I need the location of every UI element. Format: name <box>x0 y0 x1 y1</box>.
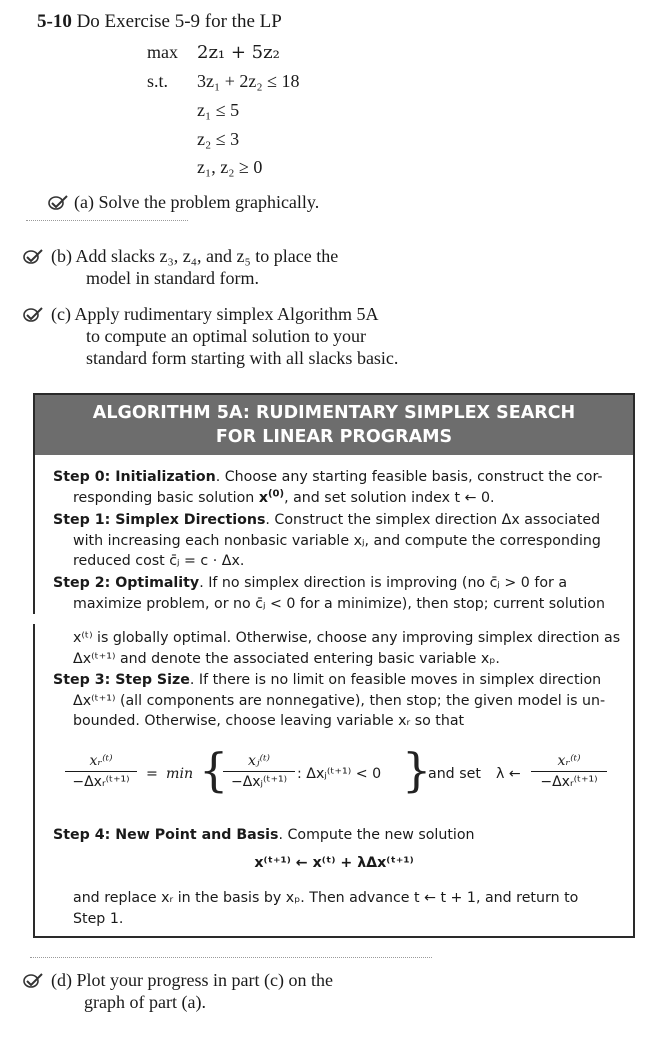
lp-nonnegativity: z₁, z₂ ≥ 0 <box>197 157 263 177</box>
lp-constraint-3: z₂ ≤ 3 <box>197 129 240 149</box>
step-0-name: Step 0: Initialization <box>53 469 216 485</box>
step-1-line2: with increasing each nonbasic variable xⱼ, and compute the corresponding <box>73 532 601 549</box>
ratio-middle <box>223 753 295 790</box>
lambda-assign: λ ← <box>496 766 521 782</box>
step-3-name: Step 3: Step Size <box>53 672 190 688</box>
ratio-rhs-denominator: −Δxᵣ⁽ᵗ⁺¹⁾ <box>531 771 607 790</box>
left-brace: { <box>199 743 229 797</box>
ratio-condition: : Δxⱼ⁽ᵗ⁺¹⁾ < 0 <box>297 766 382 782</box>
and-set-text: and set <box>428 766 481 782</box>
part-b-line2: model in standard form. <box>86 268 259 288</box>
step-2-line2: maximize problem, or no c̄ⱼ < 0 for a minimize), then stop; current solution <box>73 595 605 612</box>
part-a <box>74 191 319 213</box>
part-a-text: Solve the problem graphically. <box>98 192 320 212</box>
part-c-label: (c) <box>51 304 71 324</box>
step-1 <box>53 510 601 572</box>
step-3 <box>53 670 605 732</box>
step-4-continued <box>73 888 578 929</box>
part-b-line1: Add slacks z₃, z₄, and z₅ to place the <box>75 246 339 266</box>
step-4-line1: . Compute the new solution <box>278 827 475 843</box>
part-a-label: (a) <box>74 192 94 212</box>
dotted-divider <box>26 220 188 221</box>
right-brace: } <box>402 743 432 797</box>
part-d-label: (d) <box>51 970 72 990</box>
exercise-intro: Do Exercise 5-9 for the LP <box>76 11 282 32</box>
algorithm-title-line1: ALGORITHM 5A: RUDIMENTARY SIMPLEX SEARCH <box>92 403 576 423</box>
step-2-line4: Δx⁽ᵗ⁺¹⁾ and denote the associated entering basic variable xₚ. <box>73 650 500 667</box>
algorithm-title <box>35 395 633 455</box>
ratio-lhs-denominator: −Δxᵣ⁽ᵗ⁺¹⁾ <box>65 771 137 790</box>
step-2-name: Step 2: Optimality <box>53 575 200 591</box>
part-c <box>51 303 431 369</box>
update-equation: x⁽ᵗ⁺¹⁾ ← x⁽ᵗ⁾ + λΔx⁽ᵗ⁺¹⁾ <box>254 855 414 871</box>
equals-sign: = <box>146 766 158 782</box>
algorithm-title-line2: FOR LINEAR PROGRAMS <box>215 427 453 447</box>
ratio-lhs-numerator: xᵣ⁽ᵗ⁾ <box>89 753 113 769</box>
step-4-line2: and replace xᵣ in the basis by xₚ. Then advance t ← t + 1, and return to <box>73 890 579 906</box>
ratio-rhs-numerator: xᵣ⁽ᵗ⁾ <box>557 753 581 769</box>
algorithm-box <box>33 393 635 938</box>
step-0-line2b: , and set solution index t ← 0. <box>284 489 495 506</box>
lp-constraint-1: 3z₁ + 2z₂ ≤ 18 <box>197 71 300 91</box>
step-0 <box>53 467 603 508</box>
ratio-middle-numerator: xⱼ⁽ᵗ⁾ <box>248 753 270 769</box>
lp-max-label: max <box>147 42 178 62</box>
checkmark-icon <box>23 307 43 323</box>
part-b-label: (b) <box>51 246 72 266</box>
step-3-line1: . If there is no limit on feasible moves in simplex direction <box>189 672 602 688</box>
step-1-line1: . Construct the simplex direction Δx associated <box>265 512 601 528</box>
step-0-line2a: responding basic solution <box>73 489 259 506</box>
part-c-line1: Apply rudimentary simplex Algorithm 5A <box>74 304 379 324</box>
step-4-line3: Step 1. <box>73 910 124 927</box>
part-c-line2: to compute an optimal solution to your <box>86 326 366 346</box>
step-4-name: Step 4: New Point and Basis <box>53 827 279 843</box>
exercise-number: 5-10 <box>37 11 72 32</box>
step-1-line3: reduced cost c̄ⱼ = c · Δx. <box>73 553 245 569</box>
step-4 <box>53 825 475 846</box>
border-gap <box>32 614 36 624</box>
step-2-line1: . If no simplex direction is improving (no c̄ⱼ > 0 for a <box>199 575 568 591</box>
step-1-name: Step 1: Simplex Directions <box>53 512 266 528</box>
step-2-line3: x⁽ᵗ⁾ is globally optimal. Otherwise, choose any improving simplex direction as <box>73 630 621 646</box>
step-3-line3: bounded. Otherwise, choose leaving variable xᵣ so that <box>73 713 465 729</box>
ratio-lhs <box>65 753 137 790</box>
part-d <box>51 969 431 1013</box>
min-operator: min <box>166 766 194 782</box>
step-0-line1: . Choose any starting feasible basis, construct the cor- <box>215 469 603 485</box>
lp-constraint-2: z₁ ≤ 5 <box>197 100 240 120</box>
part-b <box>51 245 421 289</box>
part-c-line3: standard form starting with all slacks basic. <box>86 348 399 368</box>
part-d-line1: Plot your progress in part (c) on the <box>76 970 333 990</box>
dotted-divider <box>30 957 432 958</box>
x0-symbol: $x^{(0)}$ <box>258 487 285 506</box>
checkmark-icon <box>23 249 43 265</box>
checkmark-icon <box>23 973 43 989</box>
step-3-line2: Δx⁽ᵗ⁺¹⁾ (all components are nonnegative), then stop; the given model is un- <box>73 692 606 709</box>
step-2-continued <box>73 628 620 669</box>
checkmark-icon <box>48 195 68 211</box>
lp-objective: 2z₁ + 5z₂ <box>197 42 280 63</box>
lp-st-label: s.t. <box>147 71 169 91</box>
ratio-rhs <box>531 753 607 790</box>
ratio-middle-denominator: −Δxⱼ⁽ᵗ⁺¹⁾ <box>223 771 295 790</box>
part-d-line2: graph of part (a). <box>84 992 206 1012</box>
exercise-header <box>37 11 282 33</box>
step-2 <box>53 573 605 614</box>
